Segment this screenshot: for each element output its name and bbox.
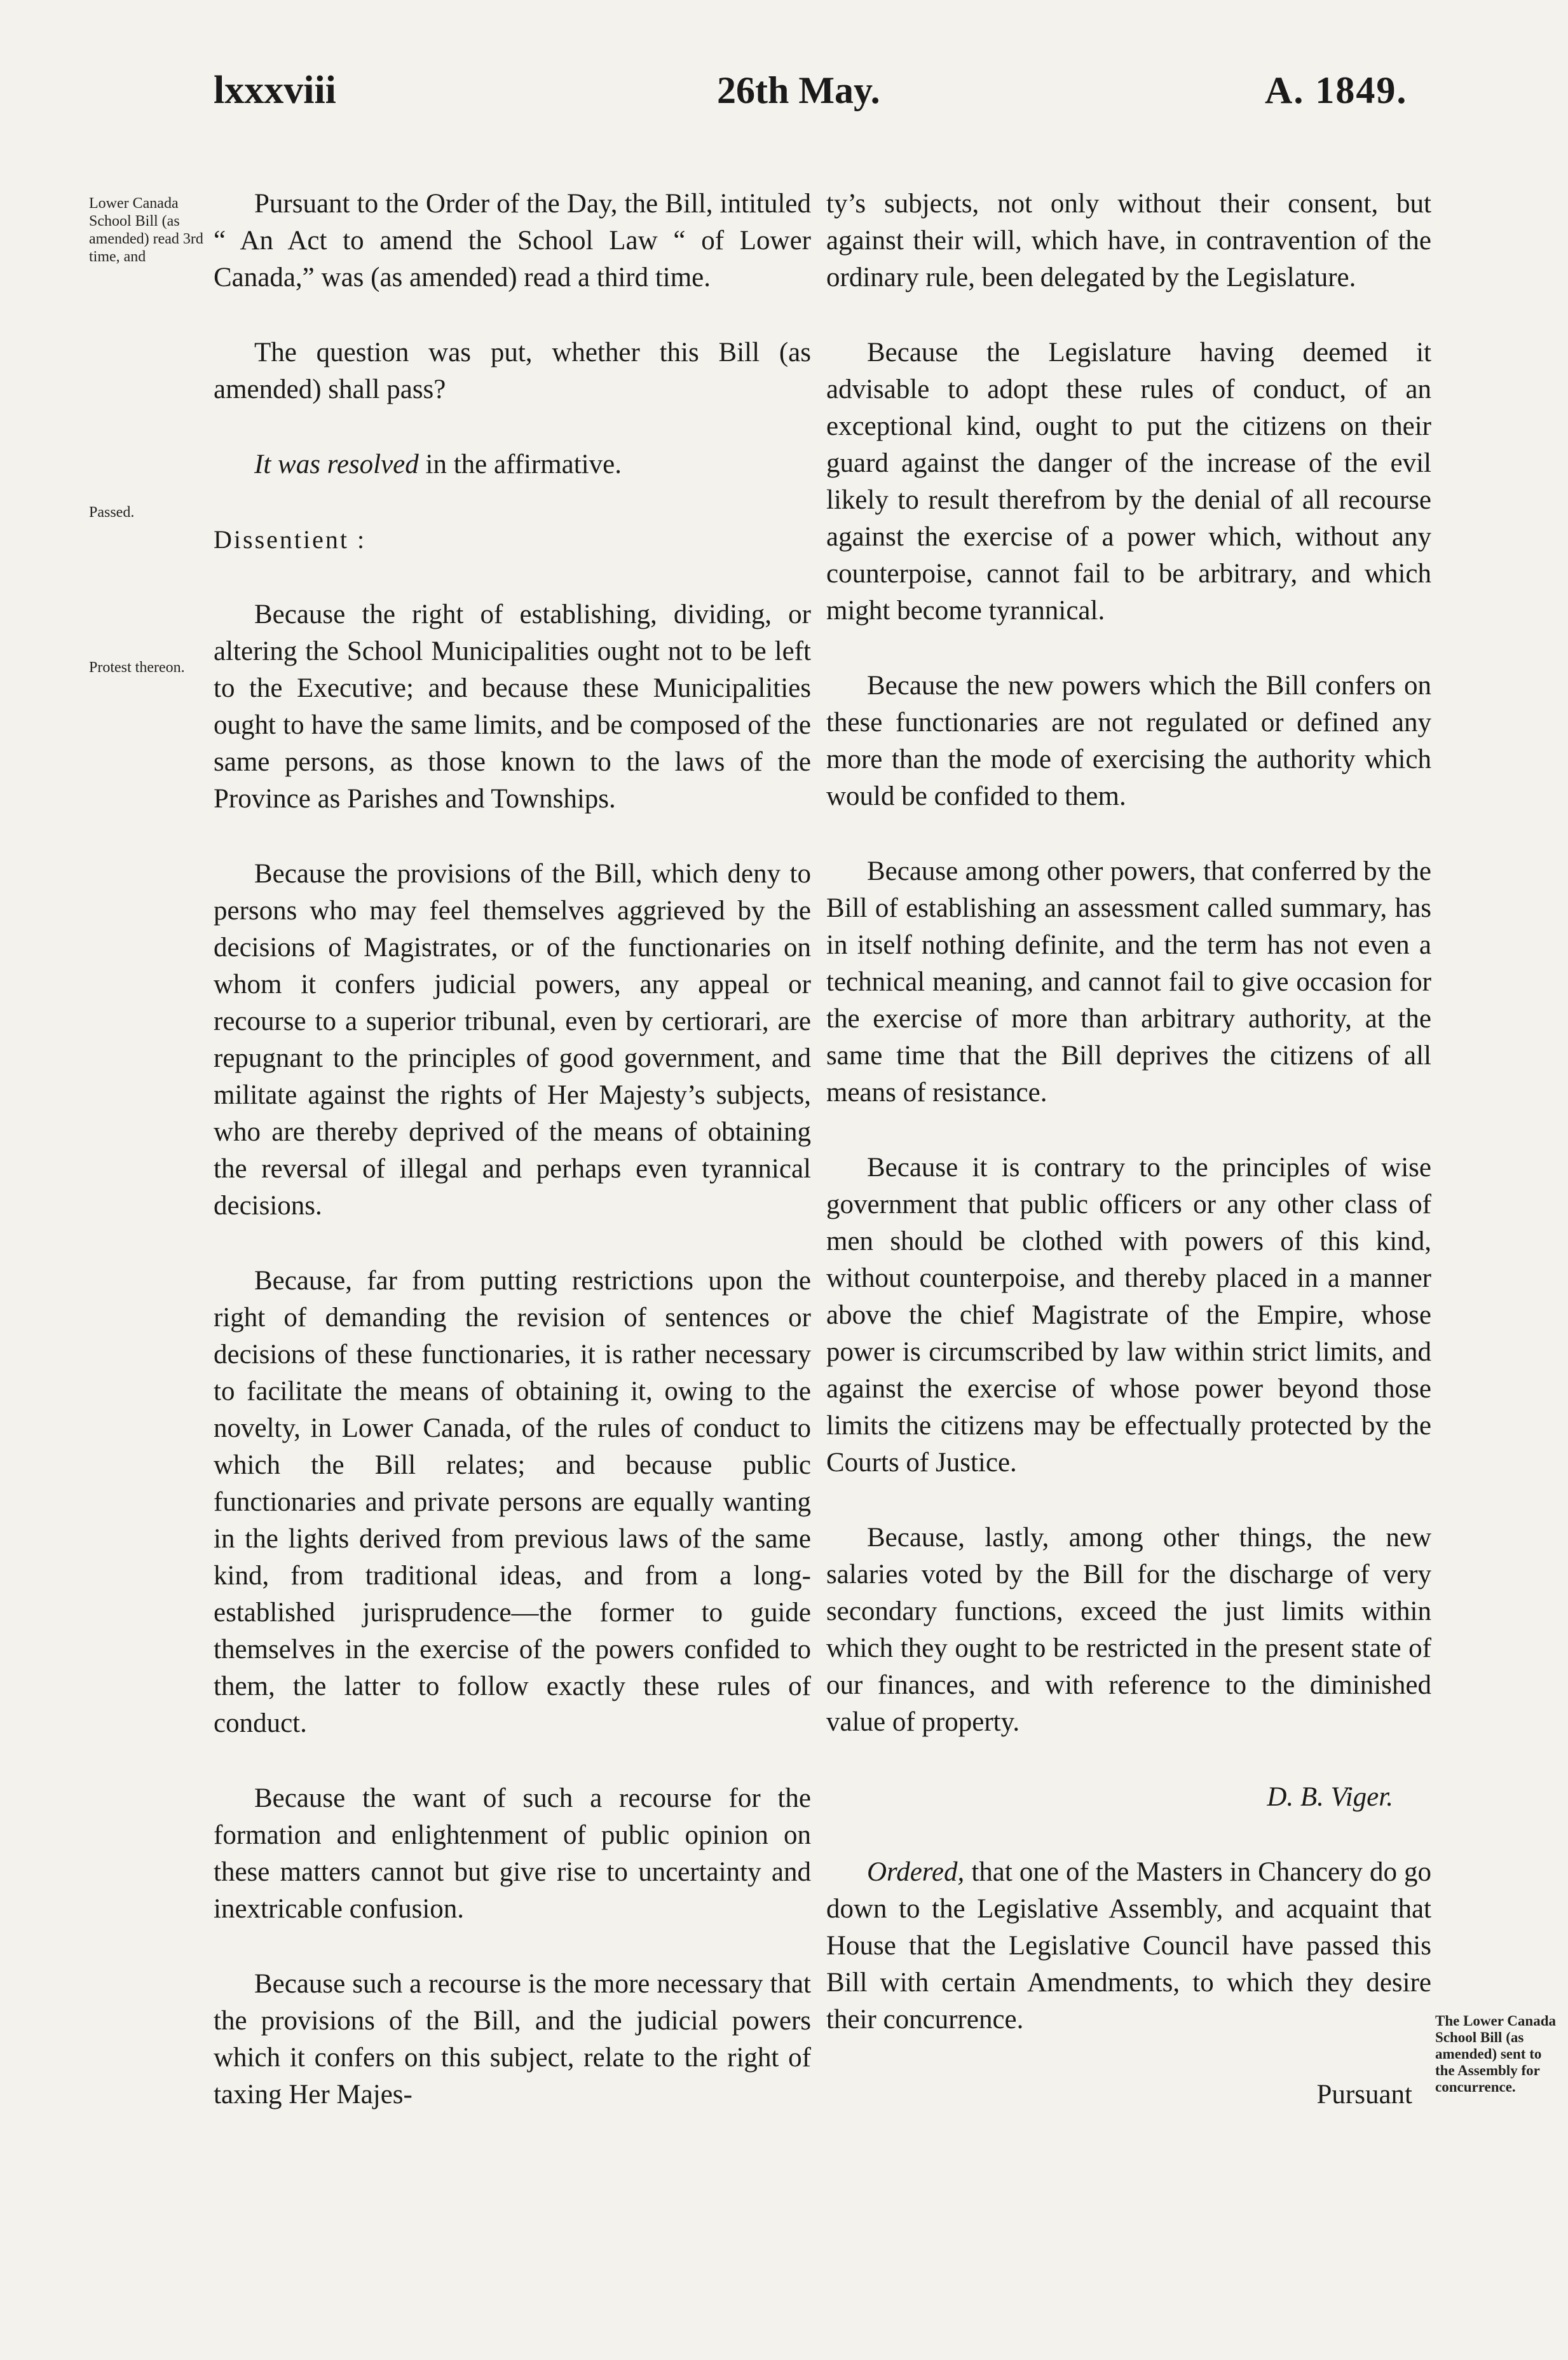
margin-note-protest: Protest thereon.: [89, 659, 185, 676]
paragraph-resolved: [214, 446, 811, 483]
protest-paragraph-5: Because such a recourse is the more necessary that the provisions of the Bill, and the judicial powers which it confers on this subject, relate to the right of taxing Her Majes-: [214, 1969, 811, 2110]
header-date: 26th May.: [717, 69, 880, 111]
paragraph-ordered: [826, 1854, 1431, 2038]
paragraph-third-reading: Pursuant to the Order of the Day, the Bill, intituled “ An Act to amend the School Law “ of Lower Canada,” was (as amended) read a third time.: [214, 189, 811, 292]
paragraph-question: The question was put, whether this Bill (as amended) shall pass?: [214, 338, 811, 404]
protest-paragraph-10: Because, lastly, among other things, the new salaries voted by the Bill for the discharge of very secondary functions, exceed the just limits within which they ought to be restricted in the present state of our finances, and with reference to the diminished value of property.: [826, 1523, 1431, 1737]
margin-note-bill-read: Lower Canada School Bill (as amended) read 3rd time, and: [89, 195, 203, 265]
protest-paragraph-9: Because it is contrary to the principles of wise government that public officers or any other class of men should be clothed with powers of this kind, without counterpoise, and thereby placed in a manner above the chief Magistrate of the Empire, whose power is circumscribed by law within strict limits, and against the exercise of whose power beyond those limits the citizens may be effectually protected by the Courts of Justice.: [826, 1153, 1431, 1478]
ordered-italic: Ordered,: [867, 1857, 965, 1887]
margin-note-passed: Passed.: [89, 504, 135, 521]
protest-paragraph-4: Because the want of such a recourse for the formation and enlightenment of public opinion on these matters cannot but give rise to uncertainty and inextricable confusion.: [214, 1783, 811, 1924]
protest-paragraph-1: Because the right of establishing, dividing, or altering the School Municipalities ought not to be left to the Executive; and because these Municipalities ought to have the same limits, and be composed of the same persons, as those known to the laws of the Province as Parishes and Townships.: [214, 600, 811, 814]
resolved-italic: It was resolved: [254, 449, 419, 479]
protest-paragraph-7: Because the new powers which the Bill confers on these functionaries are not regulated or defined any more than the mode of exercising the authority which would be confided to them.: [826, 671, 1431, 811]
protest-paragraph-8: Because among other powers, that conferred by the Bill of establishing an assessment called summary, has in itself nothing definite, and the term has not even a technical meaning, and cannot fail to give occasion for the exercise of more than arbitrary authority, at the same time that the Bill deprives the citizens of all means of resistance.: [826, 856, 1431, 1108]
dissentient-heading: Dissentient :: [214, 525, 367, 554]
left-column: [214, 186, 811, 2151]
resolved-rest: in the affirmative.: [418, 449, 622, 479]
protest-paragraph-3: Because, far from putting restrictions upon the right of demanding the revision of sentences or decisions of these functionaries, it is rather necessary to facilitate the means of obtaining it, owing to the novelty, in Lower Canada, of the rules of conduct to which the Bill relates; and because public functionaries and private persons are equally wanting in the lights derived from previous laws of the same kind, from traditional ideas, and from a long-established jurisprudence—the former to guide themselves in the exercise of the powers confided to them, the latter to follow exactly these rules of conduct.: [214, 1266, 811, 1738]
protest-paragraph-6: Because the Legislature having deemed it advisable to adopt these rules of conduct, of an exceptional kind, ought to put the citizens on their guard against the danger of the increase of the evil likely to result therefrom by the denial of all recourse against the exercise of a power which, without any counterpoise, cannot fail to be arbitrary, and which might become tyrannical.: [826, 338, 1431, 626]
ordered-rest: that one of the Masters in Chancery do go down to the Legislative Assembly, and acquaint that House that the Legislative Council have passed this Bill with certain Amendments, to which they desire their concurrence.: [826, 1857, 1431, 2034]
signature: D. B. Viger.: [1267, 1782, 1393, 1812]
right-column: [826, 186, 1431, 2113]
header-year: A. 1849.: [1265, 69, 1408, 111]
protest-paragraph-2: Because the provisions of the Bill, which deny to persons who may feel themselves aggrieved by the decisions of Magistrates, or of the functionaries on whom it confers judicial powers, any appeal or recourse to a superior tribunal, even by certiorari, are repugnant to the principles of good government, and militate against the rights of Her Majesty’s subjects, who are thereby deprived of the means of obtaining the reversal of illegal and perhaps even tyrannical decisions.: [214, 859, 811, 1221]
protest-paragraph-5-continued: ty’s subjects, not only without their consent, but against their will, which have, in contravention of the ordinary rule, been delegated by the Legislature.: [826, 189, 1431, 292]
margin-note-sent-to-assembly: The Lower Canada School Bill (as amended) sent to the Assembly for concurrence.: [1435, 2013, 1556, 2095]
catchword: Pursuant: [1316, 2080, 1412, 2110]
page-number: lxxxviii: [214, 69, 336, 112]
